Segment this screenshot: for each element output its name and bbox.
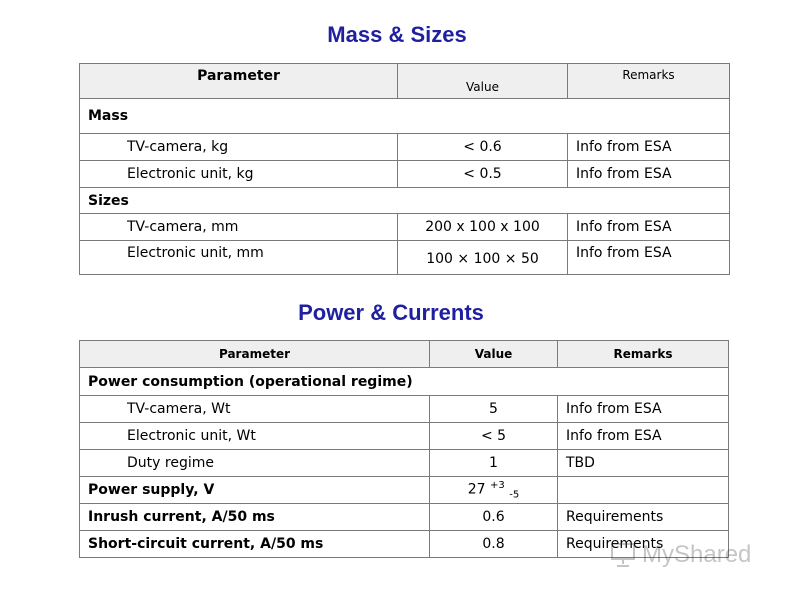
group-row-consumption [80, 368, 729, 396]
table-row [80, 477, 729, 504]
value-cell: < 0.6 [398, 134, 568, 161]
table-row [80, 450, 729, 477]
group-label-sizes: Sizes [80, 188, 730, 214]
remarks-cell: Info from ESA [558, 396, 729, 423]
header-parameter: Parameter [80, 341, 430, 368]
remarks-cell: Info from ESA [558, 423, 729, 450]
header-parameter: Parameter [80, 64, 398, 99]
header-value: Value [430, 341, 558, 368]
param-cell: Short-circuit current, A/50 ms [80, 531, 430, 558]
value-cell: < 5 [430, 423, 558, 450]
watermark-text: MyShared [642, 541, 752, 568]
param-cell: TV-camera, Wt [80, 396, 430, 423]
value-cell: < 0.5 [398, 161, 568, 188]
value-cell: 100 × 100 × 50 [398, 241, 568, 275]
table-header-row [80, 64, 730, 99]
supply-tolerance-plus: +3 [490, 479, 505, 491]
param-cell: Duty regime [80, 450, 430, 477]
value-cell: 0.8 [430, 531, 558, 558]
table-row [80, 423, 729, 450]
table-row [80, 504, 729, 531]
header-remarks: Remarks [568, 64, 730, 99]
remarks-cell: Info from ESA [568, 134, 730, 161]
group-row-sizes [80, 188, 730, 214]
group-label-consumption: Power consumption (operational regime) [80, 368, 729, 396]
table-row [80, 241, 730, 275]
remarks-cell [558, 477, 729, 504]
table-row [80, 396, 729, 423]
header-remarks: Remarks [558, 341, 729, 368]
power-currents-table [79, 340, 729, 558]
mass-sizes-table [79, 63, 730, 275]
param-cell: Electronic unit, mm [80, 241, 398, 275]
param-cell: Electronic unit, Wt [80, 423, 430, 450]
supply-tolerance-minus: -5 [509, 489, 520, 501]
param-cell: Inrush current, A/50 ms [80, 504, 430, 531]
value-cell [430, 477, 558, 504]
remarks-cell: Info from ESA [568, 214, 730, 241]
remarks-cell: Requirements [558, 504, 729, 531]
slide-presentation-icon [610, 542, 636, 568]
table-header-row [80, 341, 729, 368]
header-value: Value [398, 64, 568, 99]
remarks-cell: Info from ESA [568, 241, 730, 275]
param-cell: TV-camera, kg [80, 134, 398, 161]
param-cell: TV-camera, mm [80, 214, 398, 241]
table-row [80, 134, 730, 161]
value-cell: 0.6 [430, 504, 558, 531]
remarks-cell: Requirements [558, 531, 729, 558]
value-cell: 1 [430, 450, 558, 477]
group-row-mass [80, 99, 730, 134]
watermark [610, 538, 780, 572]
param-cell: Electronic unit, kg [80, 161, 398, 188]
remarks-cell: Info from ESA [568, 161, 730, 188]
param-cell: Power supply, V [80, 477, 430, 504]
group-label-mass: Mass [80, 99, 730, 134]
table-row [80, 161, 730, 188]
table-row [80, 214, 730, 241]
value-cell: 5 [430, 396, 558, 423]
value-cell: 200 x 100 x 100 [398, 214, 568, 241]
remarks-cell: TBD [558, 450, 729, 477]
mass-sizes-title: Mass & Sizes [327, 22, 467, 47]
supply-value: 27 [467, 481, 486, 498]
power-currents-title: Power & Currents [298, 300, 484, 325]
